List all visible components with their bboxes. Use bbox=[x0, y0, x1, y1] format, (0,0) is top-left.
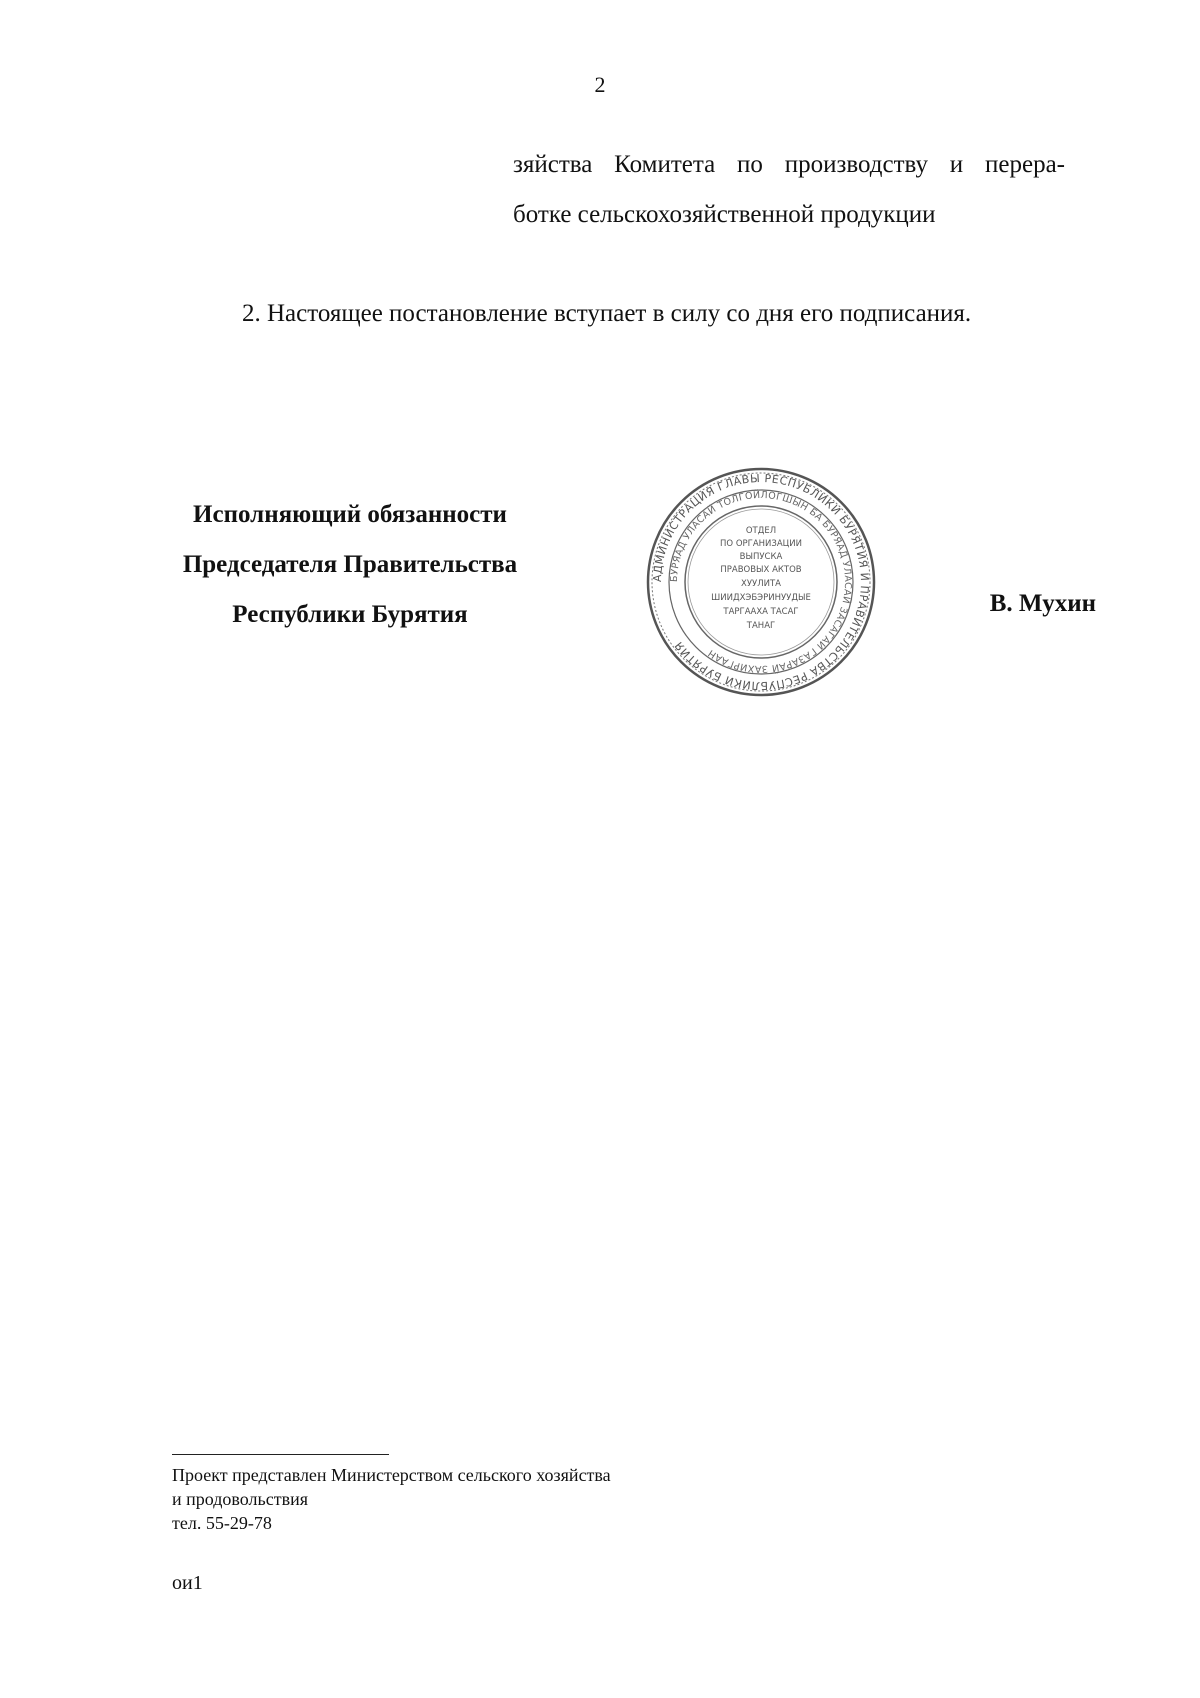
seal-center-line: ТАНАГ bbox=[746, 621, 776, 631]
seal-inner-text: БУРЯАД УЛАСАЙ ТОЛГОЙЛОГШЫН БА БУРЯАД УЛАСАЙ ЗАСАГАЙ ГАЗАРАЙ ЗАХИРГААН bbox=[668, 489, 854, 675]
signature-title-line-2: Председателя Правительства bbox=[182, 551, 518, 578]
continued-line-2: ботке сельскохозяйственной продукции bbox=[513, 201, 936, 228]
document-code: ои1 bbox=[172, 1572, 203, 1594]
continued-paragraph bbox=[513, 140, 1065, 240]
page-number: 2 bbox=[594, 72, 606, 97]
seal-center-line: ХУУЛИТА bbox=[741, 579, 781, 589]
footnote-line-1: Проект представлен Министерством сельского хозяйства bbox=[172, 1465, 611, 1485]
seal-center-line: ПРАВОВЫХ АКТОВ bbox=[720, 565, 802, 575]
seal-center-line: ВЫПУСКА bbox=[739, 552, 783, 562]
seal-center-line: ОТДЕЛ bbox=[745, 526, 777, 536]
seal-outer-text: АДМИНИСТРАЦИЯ ГЛАВЫ РЕСПУБЛИКИ БУРЯТИЯ И ПРАВИТЕЛЬСТВА РЕСПУБЛИКИ БУРЯТИЯ bbox=[650, 471, 872, 693]
signature-title-line-3: Республики Бурятия bbox=[232, 601, 468, 628]
seal-center-line: ПО ОРГАНИЗАЦИИ bbox=[720, 539, 802, 549]
clause-2: 2. Настоящее постановление вступает в силу со дня его подписания. bbox=[242, 300, 972, 327]
footnote-line-2: и продовольствия bbox=[172, 1489, 309, 1509]
seal-center-line: ШИИДХЭБЭРИНУУДЫЕ bbox=[711, 593, 811, 603]
footnote bbox=[172, 1463, 611, 1535]
footnote-phone: тел. 55-29-78 bbox=[172, 1513, 272, 1533]
continued-line-1: зяйства Комитета по производству и перера- bbox=[513, 151, 1065, 178]
signer-name: В. Мухин bbox=[989, 590, 1096, 617]
official-seal bbox=[643, 464, 879, 700]
signature-title bbox=[140, 490, 560, 640]
footnote-divider bbox=[172, 1454, 389, 1455]
signature-title-line-1: Исполняющий обязанности bbox=[193, 501, 507, 528]
seal-center-line: ТАРГААХА ТАСАГ bbox=[723, 607, 799, 617]
